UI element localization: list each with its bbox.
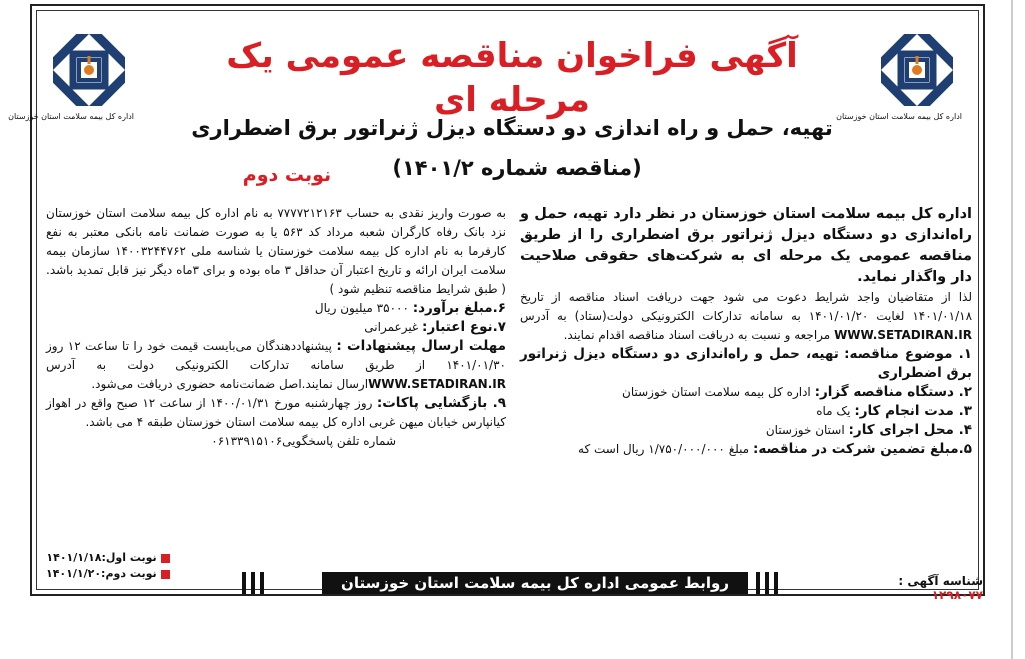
phone-line: شماره تلفن پاسخگویی۰۶۱۳۳۹۱۵۱۰۶ xyxy=(211,434,396,448)
item-value: روز چهارشنبه مورخ ۱۴۰۰/۰۱/۳۱ از ساعت ۱۲ صبح واقع در اهواز کیانپارس خیابان میهن غربی اداره کل بیمه سلامت استان خوزستان طبقه ۴ می باشد. xyxy=(46,396,506,429)
ad-id-value: ۱۲۹۸۰۷۷ xyxy=(931,588,983,602)
logo-right xyxy=(836,34,962,121)
publish-dates xyxy=(46,550,170,582)
tender-number: (مناقصه شماره ۱۴۰۱/۲) xyxy=(392,156,642,180)
ad-id-label: شناسه آگهی : xyxy=(898,574,983,588)
logo-caption: اداره کل بیمه سلامت استان خوزستان xyxy=(8,112,134,121)
invite-text: لذا از متقاضیان واجد شرایط دعوت می شود جهت دریافت اسناد مناقصه از تاریخ ۱۴۰۱/۰۱/۱۸ لغایت ۱۴۰۱/۰۱/۲۰ به سامانه تدارکات الکترونیکی دولت(ستاد) به آدرس xyxy=(520,290,973,323)
right-column xyxy=(520,204,972,459)
ad-id xyxy=(844,574,983,602)
item-organizer xyxy=(520,383,972,402)
item-value: مبلغ ۱/۷۵۰/۰۰۰/۰۰۰ ریال است که xyxy=(578,442,750,456)
setad-link[interactable]: WWW.SETADIRAN.IR xyxy=(368,377,506,391)
round-label: نوبت دوم xyxy=(242,164,332,186)
deadline-end-text: ارسال نمایند.اصل ضمانت‌نامه حضوری دریافت می‌شود. xyxy=(91,377,369,391)
item-value: ۳۵۰۰۰ میلیون ریال xyxy=(314,301,409,315)
item-value: استان خوزستان xyxy=(765,423,845,437)
item-guarantee xyxy=(520,440,972,459)
item-label: ۲. دستگاه مناقصه گزار: xyxy=(814,384,972,400)
item-label: ۷.نوع اعتبار: xyxy=(422,319,506,335)
item-subject xyxy=(520,345,972,383)
item-label: ۱. موضوع مناقصه: xyxy=(844,346,972,362)
logo-caption: اداره کل بیمه سلامت استان خوزستان xyxy=(836,112,962,121)
first-date: نوبت اول:۱۴۰۱/۱/۱۸ xyxy=(46,550,170,566)
page-subtitle: تهیه، حمل و راه اندازی دو دستگاه دیزل ژنراتور برق اضطراری xyxy=(191,116,833,140)
logo-left xyxy=(8,34,134,121)
item-label: ۶.مبلغ برآورد: xyxy=(412,300,506,316)
item-duration xyxy=(520,402,972,421)
footer-banner: روابط عمومی اداره کل بیمه سلامت استان خوزستان xyxy=(322,572,748,594)
red-square-icon xyxy=(161,554,170,563)
stripes-right xyxy=(756,572,778,594)
item-estimate xyxy=(46,299,506,318)
item-label: ۵.مبلغ تضمین شرکت در مناقصه: xyxy=(752,441,972,457)
invite-end-text: مراجعه و نسبت به دریافت اسناد مناقصه اقدام نمایند. xyxy=(563,328,831,342)
stripes-left xyxy=(242,572,264,594)
item-value: یک ماه xyxy=(816,404,851,418)
intro-paragraph: اداره کل بیمه سلامت استان خوزستان در نظر دارد تهیه، حمل و راه‌اندازی دو دستگاه دیزل ژنراتور برق اضطراری را از طریق مناقصه عمومی یک مرحله ای به شرکت‌های حقوقی صلاحیت دار واگذار نماید. xyxy=(520,206,972,285)
setad-link[interactable]: WWW.SETADIRAN.IR xyxy=(834,328,972,342)
item-credit-type xyxy=(46,318,506,337)
red-square-icon xyxy=(161,570,170,579)
guarantee-paragraph: به صورت واریز نقدی به حساب ۷۷۷۷۲۱۲۱۶۳ به نام اداره کل بیمه سلامت استان خوزستان نزد بانک رفاه کارگران شعبه مرداد کد ۵۶۳ یا به صورت ضمانت نامه بانکی معتبر به نفع کارفرما به نام اداره کل بیمه سلامت خوزستان یا شناسه ملی ۱۴۰۰۳۲۴۴۷۶۲ سازمان بیمه سلامت ایران ارائه و تاریخ اعتبار آن حداقل ۳ ماه بوده و برای ۳ماه دیگر نیز قابل تمدید باشد.( طبق شرایط مناقصه تنظیم شود ) xyxy=(46,206,506,296)
left-column xyxy=(46,204,506,451)
tender-advertisement xyxy=(8,4,985,602)
health-insurance-logo-icon xyxy=(53,34,125,106)
item-location xyxy=(520,421,972,440)
page-title: آگهی فراخوان مناقصه عمومی یک مرحله ای xyxy=(226,36,798,120)
item-label: مهلت ارسال پیشنهادات : xyxy=(336,338,506,354)
invite-paragraph xyxy=(520,288,972,345)
health-insurance-logo-icon xyxy=(881,34,953,106)
item-opening xyxy=(46,394,506,432)
deadline-text: پیشنهاددهندگان می‌بایست قیمت خود را تا ساعت ۱۲ روز ۱۴۰۱/۰۱/۳۰ از طریق سامانه تدارکات الکترونیکی دولت به آدرس xyxy=(46,339,506,372)
item-value: اداره کل بیمه سلامت استان خوزستان xyxy=(622,385,811,399)
item-value: غیرعمرانی xyxy=(364,320,419,334)
second-date: نوبت دوم:۱۴۰۱/۱/۲۰ xyxy=(46,566,170,582)
item-value: تهیه، حمل و راه‌اندازی دو دستگاه دیزل ژنراتور برق اضطراری xyxy=(520,346,972,381)
page-edge-divider xyxy=(1011,0,1013,659)
item-label: ۳. مدت انجام کار: xyxy=(854,403,972,419)
item-label: ۹. بازگشایی پاکات: xyxy=(376,395,506,411)
deadline-paragraph xyxy=(46,337,506,394)
item-label: ۴. محل اجرای کار: xyxy=(848,422,972,438)
